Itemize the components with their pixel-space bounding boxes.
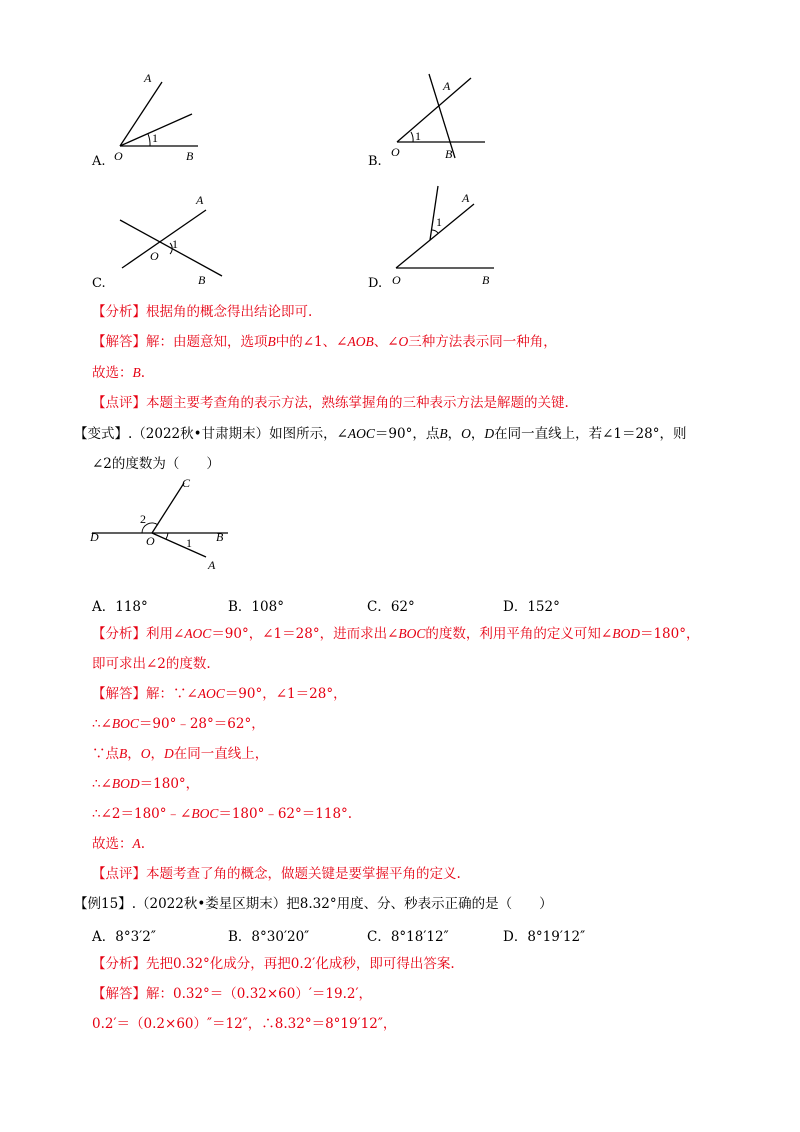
figure-option-b <box>385 70 495 170</box>
option-b-label: B. <box>368 154 382 169</box>
label-o: O <box>392 273 401 287</box>
figure-option-d <box>388 182 508 292</box>
variant-analysis-line2: 即可求出∠2的度数. <box>92 656 211 672</box>
option-d-label: D. <box>368 276 383 291</box>
label-a: A <box>208 558 216 572</box>
label-c: C <box>182 476 191 490</box>
variant-option-c[interactable]: C．62° <box>367 599 415 615</box>
ray-oa <box>152 533 206 557</box>
ex15-option-a[interactable]: A．8°3′2″ <box>92 929 156 945</box>
angle-1-arc <box>166 533 168 539</box>
line-b <box>120 220 222 276</box>
label-b: B <box>482 273 490 287</box>
label-a: A <box>144 71 152 85</box>
ex15-solution-2: 0.2′＝（0.2×60）″＝12″，∴8.32°＝8°19′12″， <box>92 1016 397 1032</box>
ex15-option-b[interactable]: B．8°30′20″ <box>228 929 310 945</box>
label-1: 1 <box>186 536 192 550</box>
ray-oc <box>152 483 184 533</box>
label-a: A <box>462 191 470 205</box>
variant-option-d[interactable]: D．152° <box>503 599 560 615</box>
variant-solution-5: ∴∠2＝180°﹣∠BOC＝180°﹣62°＝118°. <box>92 806 353 822</box>
label-1: 1 <box>172 237 178 251</box>
label-1: 1 <box>152 131 158 145</box>
ex15-question: 【例15】.（2022秋•娄星区期末）把8.32°用度、分、秒表示正确的是（ ） <box>74 896 553 912</box>
ex15-option-c[interactable]: C．8°18′12″ <box>367 929 449 945</box>
ex14-comment: 【点评】本题主要考查角的表示方法，熟练掌握角的三种表示方法是解题的关键. <box>92 395 569 411</box>
label-b: B <box>445 147 453 161</box>
variant-choice: 故选：A. <box>92 836 146 852</box>
ray-oa <box>396 204 474 268</box>
label-a: A <box>443 79 451 93</box>
crossing-line <box>429 74 455 158</box>
figure-option-a <box>110 68 230 168</box>
variant-solution-2: ∴∠BOC＝90°﹣28°＝62°， <box>92 716 265 732</box>
variant-analysis-line1: 【分析】利用∠AOC＝90°，∠1＝28°，进而求出∠BOC的度数，利用平角的定义可知∠BOD＝180°， <box>92 626 700 642</box>
ex14-analysis: 【分析】根据角的概念得出结论即可. <box>92 304 313 320</box>
variant-solution-1: 【解答】解：∵∠AOC＝90°，∠1＝28°， <box>92 686 347 702</box>
label-1: 1 <box>436 215 442 229</box>
variant-solution-3: ∵点B，O，D在同一直线上， <box>92 746 269 762</box>
variant-solution-4: ∴∠BOD＝180°， <box>92 776 200 792</box>
ray-oa <box>397 78 471 142</box>
ex14-choice: 故选：B. <box>92 365 146 381</box>
line-a <box>122 210 206 268</box>
label-o: O <box>114 149 123 163</box>
variant-figure <box>86 475 246 575</box>
option-c-label: C. <box>92 276 106 291</box>
variant-question-line1: 【变式】.（2022秋•甘肃期末）如图所示，∠AOC＝90°，点B，O，D在同一直线上，若∠1＝28°，则 <box>74 426 687 442</box>
variant-option-b[interactable]: B．108° <box>228 599 284 615</box>
label-2: 2 <box>140 512 146 526</box>
label-o: O <box>146 534 155 548</box>
label-o: O <box>391 145 400 159</box>
label-1: 1 <box>415 129 421 143</box>
ex14-answer: 【解答】解：由题意知，选项B中的∠1、∠AOB、∠O三种方法表示同一种角， <box>92 334 557 350</box>
ex15-option-d[interactable]: D．8°19′12″ <box>503 929 586 945</box>
label-a: A <box>196 193 204 207</box>
label-b: B <box>216 530 224 544</box>
label-d: D <box>90 530 99 544</box>
variant-option-a[interactable]: A．118° <box>92 599 148 615</box>
label-o: O <box>150 249 159 263</box>
label-b: B <box>198 273 206 287</box>
ex15-analysis: 【分析】先把0.32°化成分，再把0.2′化成秒，即可得出答案. <box>92 956 455 972</box>
angle-arc <box>148 134 150 146</box>
ex15-solution-1: 【解答】解：0.32°＝（0.32×60）′＝19.2′， <box>92 986 373 1002</box>
option-a-label: A. <box>92 154 106 169</box>
label-b: B <box>186 149 194 163</box>
variant-question-line2: ∠2的度数为（ ） <box>92 456 220 472</box>
variant-comment: 【点评】本题考查了角的概念，做题关键是要掌握平角的定义. <box>92 866 461 882</box>
angle-arc <box>432 230 438 233</box>
angle-arc <box>411 132 413 142</box>
figure-option-c <box>110 190 240 290</box>
